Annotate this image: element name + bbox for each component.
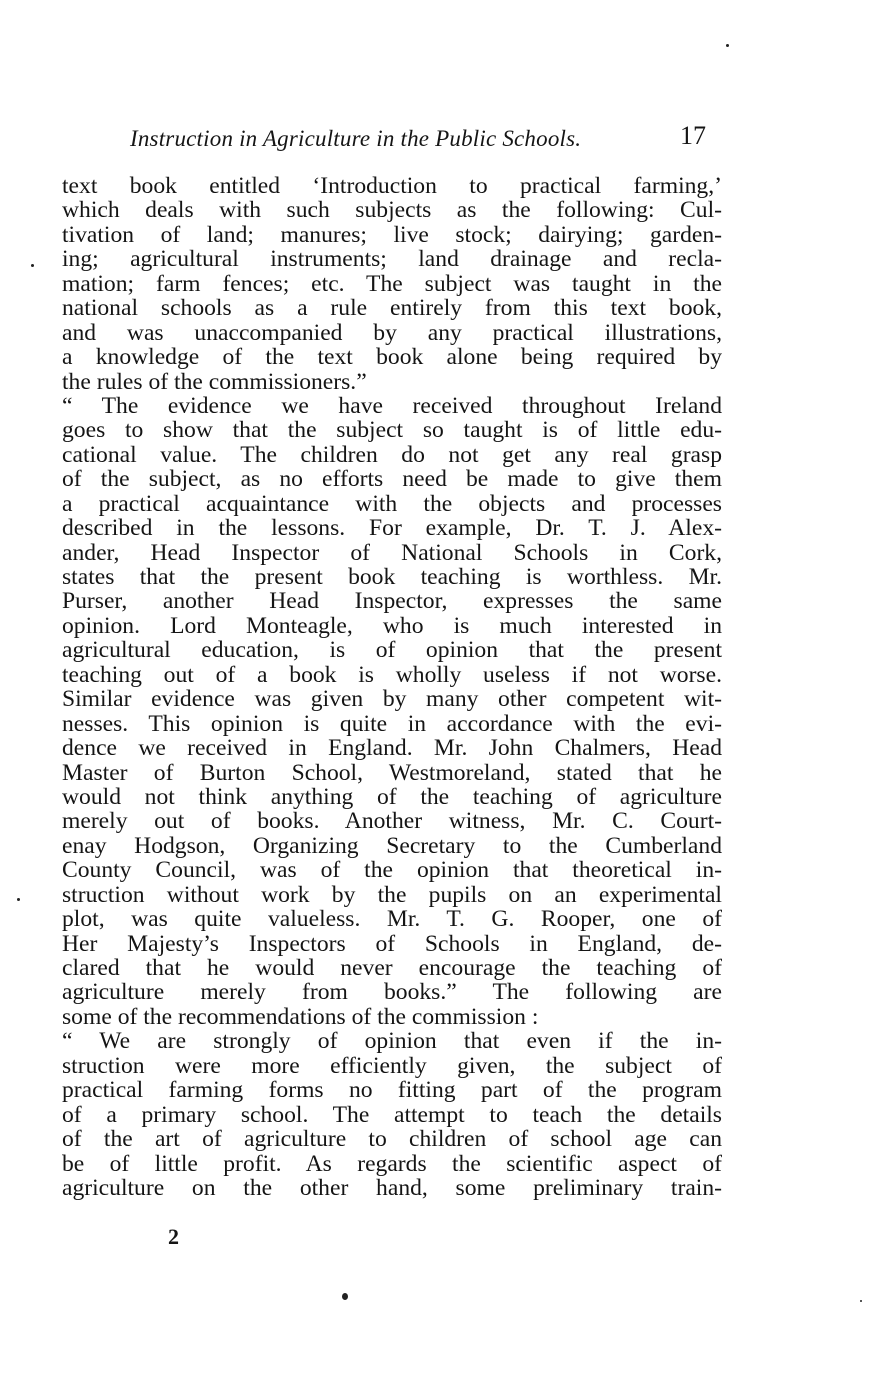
- ink-speck: [342, 1293, 348, 1300]
- text-line: agriculture on the other hand, some preliminary train-: [62, 1174, 722, 1201]
- text-line: of the art of agriculture to children of school age can: [62, 1126, 722, 1153]
- text-line: Her Majesty’s Inspectors of Schools in England, de-: [62, 930, 722, 957]
- text-line: ander, Head Inspector of National Schools in Cork,: [62, 539, 722, 566]
- ink-speck: [17, 898, 20, 901]
- text-line: clared that he would never encourage the teaching of: [62, 955, 722, 981]
- text-line: mation; farm fences; etc. The subject was taught in the: [62, 270, 722, 297]
- text-line: be of little profit. As regards the scientific aspect of: [62, 1150, 722, 1177]
- text-line: goes to show that the subject so taught is of little edu-: [62, 417, 722, 444]
- page-number: 17: [680, 121, 706, 150]
- text-line: struction without work by the pupils on an experimental: [62, 881, 722, 908]
- text-line: practical farming forms no fitting part of the program: [62, 1077, 722, 1104]
- text-line: tivation of land; manures; live stock; dairying; garden-: [62, 221, 722, 248]
- signature-mark: 2: [168, 1224, 179, 1249]
- text-line: some of the recommendations of the commission :: [62, 1003, 539, 1030]
- text-line: text book entitled ‘Introduction to practical farming,’: [62, 173, 722, 199]
- ink-speck: [726, 44, 729, 47]
- text-line: merely out of books. Another witness, Mr. C. Court-: [62, 808, 722, 835]
- text-line: agricultural education, is of opinion that the present: [62, 637, 722, 664]
- ink-speck: [860, 1300, 862, 1302]
- text-line: and was unaccompanied by any practical illustrations,: [62, 319, 722, 346]
- text-line: agriculture merely from books.” The following are: [62, 979, 722, 1006]
- body-text: [62, 174, 722, 1200]
- text-line: plot, was quite valueless. Mr. T. G. Rooper, one of: [62, 906, 722, 933]
- text-line: of the subject, as no efforts need be made to give them: [62, 466, 722, 493]
- running-header: [62, 118, 712, 156]
- text-line: Purser, another Head Inspector, expresses the same: [62, 588, 722, 615]
- text-line: described in the lessons. For example, Dr. T. J. Alex-: [62, 515, 722, 542]
- text-line: “ We are strongly of opinion that even if the in-: [62, 1028, 722, 1055]
- text-line: cational value. The children do not get any real grasp: [62, 441, 722, 468]
- text-line: enay Hodgson, Organizing Secretary to the Cumberland: [62, 832, 722, 859]
- text-line: nesses. This opinion is quite in accordance with the evi-: [62, 710, 722, 737]
- text-line: Master of Burton School, Westmoreland, stated that he: [62, 759, 722, 786]
- text-line: dence we received in England. Mr. John Chalmers, Head: [62, 735, 722, 762]
- text-line: struction were more efficiently given, the subject of: [62, 1052, 722, 1079]
- text-line: national schools as a rule entirely from this text book,: [62, 295, 722, 322]
- text-line: “ The evidence we have received throughout Ireland: [62, 392, 722, 419]
- text-line: ing; agricultural instruments; land drainage and recla-: [62, 246, 722, 273]
- text-line: teaching out of a book is wholly useless if not worse.: [62, 661, 722, 688]
- text-line: states that the present book teaching is worthless. Mr.: [62, 564, 722, 590]
- text-line: a knowledge of the text book alone being required by: [62, 344, 722, 371]
- text-line: opinion. Lord Monteagle, who is much interested in: [62, 612, 722, 639]
- text-line: would not think anything of the teaching of agriculture: [62, 783, 722, 810]
- text-line: County Council, was of the opinion that theoretical in-: [62, 857, 722, 884]
- text-line: of a primary school. The attempt to teach the details: [62, 1101, 722, 1128]
- running-title: Instruction in Agriculture in the Public Schools.: [130, 126, 582, 151]
- text-line: the rules of the commissioners.”: [62, 368, 367, 395]
- text-line: a practical acquaintance with the objects and processes: [62, 490, 722, 517]
- text-line: Similar evidence was given by many other competent wit-: [62, 686, 722, 713]
- text-line: which deals with such subjects as the following: Cul-: [62, 197, 722, 224]
- ink-speck: [31, 264, 34, 267]
